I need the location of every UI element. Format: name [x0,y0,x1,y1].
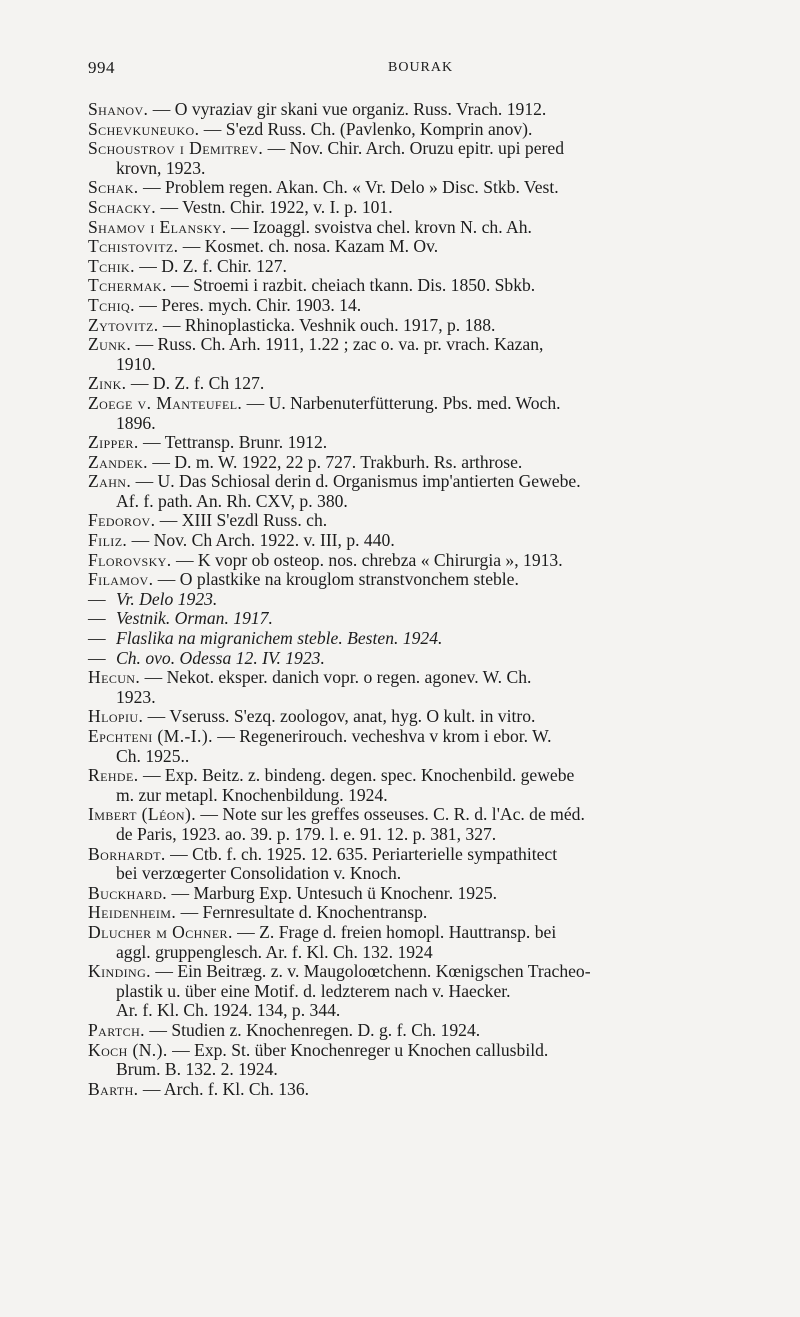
entry-first-line [88,433,748,453]
entry-author: Barth. [88,1078,139,1099]
bibliography-entry [88,962,748,1021]
entry-reference: — O vyraziav gir skani vue organiz. Russ. Vrach. 1912. [152,99,547,119]
entry-first-line [88,139,748,159]
entry-reference: — Vseruss. S'ezq. zoologov, anat, hyg. O kult. in vitro. [147,706,536,727]
bibliography-entry [88,805,748,844]
entry-author: Borhardt. [88,843,166,864]
bibliography-entry [88,453,748,473]
entry-first-line [88,257,748,277]
entry-reference: Ch. ovo. Odessa 12. IV. 1923. [116,647,325,668]
entry-author: Florovsky. [88,549,172,570]
entry-reference: — U. Narbenuterfütterung. Pbs. med. Woch. [246,392,561,413]
entry-author: Zipper. [88,432,139,453]
entry-reference: — Kosmet. ch. nosa. Kazam M. Ov. [182,236,439,257]
ditto-dash: — [88,588,106,609]
entry-reference: — Izoaggl. svoistva chel. krovn N. ch. Ah. [230,216,532,237]
entry-first-line [88,1021,748,1041]
entry-author: Rehde. [88,765,139,786]
entry-first-line [88,923,748,943]
entry-first-line [88,472,748,492]
entry-first-line [88,276,748,296]
entry-first-line [88,962,748,982]
entry-continuation-line: 1923. [116,686,156,707]
entry-reference: — Nekot. eksper. danich vopr. o regen. agonev. W. Ch. [144,667,532,688]
entry-first-line [88,237,748,257]
entry-author: Schacky. [88,196,157,217]
entry-reference: — Tettransp. Brunr. 1912. [143,432,328,453]
entry-first-line [88,1041,748,1061]
entry-first-line [88,668,748,688]
entry-first-line [88,766,748,786]
page-number: 994 [88,58,115,77]
ditto-dash: — [88,647,106,668]
entry-continuation-line: plastik u. über eine Motif. d. ledzterem nach v. Haecker. [116,980,511,1001]
entry-author: Schak. [88,177,139,198]
entry-first-line [88,120,748,140]
entry-reference: — S'ezd Russ. Ch. (Pavlenko, Komprin anov). [203,118,533,139]
entry-continuation-line: Brum. B. 132. 2. 1924. [116,1059,278,1080]
bibliography-entry [88,531,748,551]
entry-first-line [88,551,748,571]
entry-author: Zytovitz. [88,314,159,335]
entry-continuation-line: 1910. [116,353,156,374]
entry-author: Zandek. [88,451,148,472]
entry-reference: — Z. Frage d. freien homopl. Hauttransp. bei [237,921,557,942]
bibliography-entry [88,316,748,336]
bibliography-entry [88,296,748,316]
entry-reference: — O plastkike na krouglom stranstvonchem steble. [157,569,519,590]
entry-ditto-line [88,590,748,610]
entry-first-line [88,374,748,394]
entry-reference: — U. Das Schiosal derin d. Organismus imp'antierten Gewebe. [135,471,581,492]
bibliography-entry [88,100,748,120]
entry-author: Zoege v. Manteufel. [88,392,243,413]
bibliography-entry [88,472,748,511]
entry-reference: — Fernresultate d. Knochentransp. [180,902,428,923]
entry-reference: Vestnik. Orman. 1917. [116,608,273,629]
bibliography-list [88,100,748,1099]
entry-first-line [88,845,748,865]
bibliography-entry [88,707,748,727]
bibliography-entry [88,766,748,805]
entry-reference: — Ein Beitræg. z. v. Maugoloœtchenn. Kœnigschen Tracheo- [155,961,591,982]
entry-author: Partch. [88,1019,145,1040]
bibliography-entry [88,668,748,707]
entry-first-line [88,727,748,747]
entry-first-line [88,100,748,120]
entry-reference: Flaslika na migranichem steble. Besten. 1924. [116,628,443,649]
entry-first-line [88,316,748,336]
entry-first-line [88,218,748,238]
bibliography-entry [88,551,748,571]
entry-continuation-line: krovn, 1923. [116,157,206,178]
bibliography-entry [88,237,748,257]
entry-reference: — Russ. Ch. Arh. 1911, 1.22 ; zac o. va. pr. vrach. Kazan, [135,334,544,355]
entry-reference: — Note sur les greffes osseuses. C. R. d. l'Ac. de méd. [200,804,585,825]
bibliography-entry [88,590,748,610]
entry-first-line [88,394,748,414]
entry-first-line [88,707,748,727]
entry-first-line [88,1080,748,1100]
entry-reference: — Regenerirouch. vecheshva v krom i ebor. W. [217,726,552,746]
entry-reference: — Rhinoplasticka. Veshnik ouch. 1917, p. 188. [162,314,496,335]
bibliography-entry [88,218,748,238]
bibliography-entry [88,374,748,394]
entry-author: Shanov. [88,99,149,119]
entry-ditto-line [88,629,748,649]
entry-continuation-line: aggl. gruppenglesch. Ar. f. Kl. Ch. 132. 1924 [116,941,433,962]
entry-author: Tchermak. [88,275,167,296]
bibliography-entry [88,335,748,374]
entry-author: Zink. [88,373,127,394]
entry-reference: — Stroemi i razbit. cheiach tkann. Dis. 1850. Sbkb. [171,275,536,296]
page-header [0,58,800,82]
entry-author: Dlucher m Ochner. [88,921,233,942]
bibliography-entry [88,1041,748,1080]
entry-reference: — Exp. Beitz. z. bindeng. degen. spec. Knochenbild. gewebe [142,765,575,786]
entry-author: Shamov i Elansky. [88,216,227,237]
bibliography-entry [88,727,748,766]
entry-author: Heidenheim. [88,902,177,923]
bibliography-entry [88,276,748,296]
entry-author: Schoustrov i Demitrev. [88,138,264,159]
entry-reference: — Vestn. Chir. 1922, v. I. p. 101. [160,196,393,217]
entry-reference: — Problem regen. Akan. Ch. « Vr. Delo » Disc. Stkb. Vest. [143,177,559,198]
entry-continuation-line: m. zur metapl. Knochenbildung. 1924. [116,784,388,805]
entry-ditto-line [88,649,748,669]
bibliography-entry [88,1080,748,1100]
entry-reference: — Arch. f. Kl. Ch. 136. [142,1078,310,1099]
bibliography-entry [88,1021,748,1041]
entry-reference: Vr. Delo 1923. [116,588,218,609]
entry-reference: — Marburg Exp. Untesuch ü Knochenr. 1925. [171,882,498,903]
entry-first-line [88,453,748,473]
ditto-dash: — [88,608,106,629]
entry-first-line [88,531,748,551]
entry-first-line [88,296,748,316]
entry-reference: — Nov. Chir. Arch. Oruzu epitr. upi pered [267,138,564,159]
entry-continuation-line: Ar. f. Kl. Ch. 1924. 134, p. 344. [116,1000,341,1021]
bibliography-entry [88,511,748,531]
bibliography-entry [88,198,748,218]
entry-author: Filiz. [88,530,128,551]
entry-ditto-line [88,609,748,629]
bibliography-entry [88,257,748,277]
entry-continuation-line: Af. f. path. An. Rh. CXV, p. 380. [116,490,348,511]
entry-first-line [88,178,748,198]
entry-first-line [88,511,748,531]
entry-reference: — Studien z. Knochenregen. D. g. f. Ch. 1924. [149,1019,481,1040]
entry-author: Fedorov. [88,510,156,531]
entry-first-line [88,570,748,590]
running-title: BOURAK [388,60,454,75]
entry-reference: — K vopr ob osteop. nos. chrebza « Chirurgia », 1913. [175,549,563,570]
entry-first-line [88,335,748,355]
bibliography-entry [88,609,748,629]
entry-author: Imbert (Léon). [88,804,196,825]
ditto-dash: — [88,628,106,649]
bibliography-entry [88,629,748,649]
entry-reference: — D. Z. f. Ch 127. [130,373,265,394]
entry-first-line [88,805,748,825]
entry-author: Tchiq. [88,294,135,315]
entry-author: Buckhard. [88,882,168,903]
entry-author: Koch (N.). [88,1039,168,1060]
bibliography-entry [88,903,748,923]
entry-first-line [88,884,748,904]
entry-author: Tchistovitz. [88,236,179,257]
entry-author: Tchik. [88,255,135,276]
entry-continuation-line: Ch. 1925.. [116,745,190,766]
entry-first-line [88,903,748,923]
entry-reference: — Exp. St. über Knochenreger u Knochen callusbild. [172,1039,549,1060]
entry-author: Kinding. [88,961,151,982]
bibliography-entry [88,394,748,433]
entry-reference: — Peres. mych. Chir. 1903. 14. [139,294,362,315]
bibliography-entry [88,120,748,140]
entry-continuation-line: bei verzœgerter Consolidation v. Knoch. [116,863,402,884]
entry-first-line [88,198,748,218]
entry-author: Schevkuneuko. [88,118,200,139]
entry-reference: — XIII S'ezdl Russ. ch. [159,510,328,531]
entry-reference: — Nov. Ch Arch. 1922. v. III, p. 440. [131,530,395,551]
bibliography-entry [88,433,748,453]
entry-continuation-line: 1896. [116,412,156,433]
entry-reference: — D. m. W. 1922, 22 p. 727. Trakburh. Rs. arthrose. [152,451,523,472]
bibliography-entry [88,845,748,884]
entry-author: Hlopiu. [88,706,144,727]
entry-author: Zunk. [88,334,132,355]
bibliography-entry [88,884,748,904]
entry-reference: — Ctb. f. ch. 1925. 12. 635. Periarterielle sympathitect [170,843,558,864]
bibliography-entry [88,570,748,590]
bibliography-entry [88,178,748,198]
entry-reference: — D. Z. f. Chir. 127. [139,255,287,276]
entry-author: Zahn. [88,471,132,492]
entry-author: Filamov. [88,569,154,590]
bibliography-entry [88,923,748,962]
entry-author: Epchteni (M.-I.). [88,726,213,746]
entry-continuation-line: de Paris, 1923. ao. 39. p. 179. l. e. 91. 12. p. 381, 327. [116,823,497,844]
bibliography-entry [88,649,748,669]
entry-author: Hecun. [88,667,141,688]
bibliography-entry [88,139,748,178]
